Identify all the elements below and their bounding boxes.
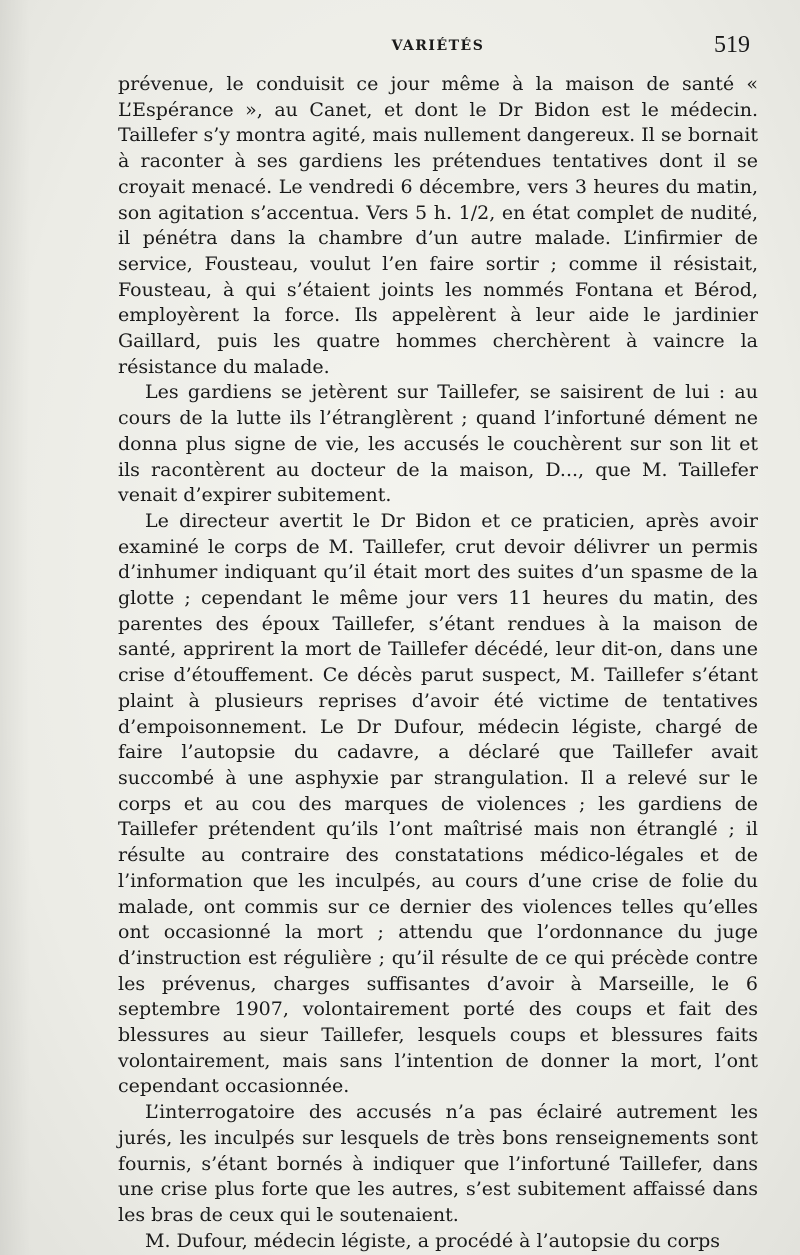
paragraph-4: L’interrogatoire des accusés n’a pas éclairé autrement les jurés, les inculpés sur lesquels de très bons renseignements sont fournis, s’étant bornés à indiquer que l’infortuné Taillefer, dans une crise plus forte que les autres, s’est subitement affaissé dans les bras de ceux qui le soutenaient.: [118, 1101, 758, 1226]
running-head: VARIÉTÉS: [391, 38, 485, 54]
page-fold-shadow: [0, 0, 30, 1255]
body-text: [118, 72, 758, 1254]
page-header: [118, 32, 758, 62]
paragraph-3: Le directeur avertit le Dr Bidon et ce praticien, après avoir examiné le corps de M. Taillefer, crut devoir délivrer un permis d’inhumer indiquant qu’il était mort des suites d’un spasme de la glotte ; cependant le même jour vers 11 heures du matin, des parentes des époux Taillefer, s’étant rendues à la maison de santé, apprirent la mort de Taillefer décédé, leur dit-on, dans une crise d’étouffement. Ce décès parut suspect, M. Taillefer s’étant plaint à plusieurs reprises d’avoir été victime de tentatives d’empoisonnement. Le Dr Dufour, médecin légiste, chargé de faire l’autopsie du cadavre, a déclaré que Taillefer avait succombé à une asphyxie par strangulation. Il a relevé sur le corps et au cou des marques de violences ; les gardiens de Taillefer prétendent qu’ils l’ont maîtrisé mais non étranglé ; il résulte au contraire des constatations médico-légales et de l’information que les inculpés, au cours d’une crise de folie du malade, ont commis sur ce dernier des violences telles qu’elles ont occasionné la mort ; attendu que l’ordonnance du juge d’instruction est régulière ; qu’il résulte de ce qui précède contre les prévenus, charges suffisantes d’avoir à Marseille, le 6 septembre 1907, volontairement porté des coups et fait des blessures au sieur Taillefer, lesquels coups et blessures faits volontairement, mais sans l’intention de donner la mort, l’ont cependant occasionnée.: [118, 509, 758, 1098]
paragraph-2: Les gardiens se jetèrent sur Taillefer, se saisirent de lui : au cours de la lutte ils l’étranglèrent ; quand l’infortuné dément ne donna plus signe de vie, les accusés le couchèrent sur son lit et ils racontèrent au docteur de la maison, D..., que M. Taillefer venait d’expirer subitement.: [118, 381, 758, 507]
paragraph-1: prévenue, le conduisit ce jour même à la maison de santé « L’Espérance », au Canet, et dont le Dr Bidon est le médecin. Taillefer s’y montra agité, mais nullement dangereux. Il se bornait à raconter à ses gardiens les prétendues tentatives dont il se croyait menacé. Le vendredi 6 décembre, vers 3 heures du matin, son agitation s’accentua. Vers 5 h. 1/2, en état complet de nudité, il pénétra dans la chambre d’un autre malade. L’infirmier de service, Fousteau, voulut l’en faire sortir ; comme il résistait, Fousteau, à qui s’étaient joints les nommés Fontana et Bérod, employèrent la force. Ils appelèrent à leur aide le jardinier Gaillard, puis les quatre hommes cherchèrent à vaincre la résistance du malade.: [118, 73, 758, 378]
paragraph-5: M. Dufour, médecin légiste, a procédé à l’autopsie du corps: [145, 1229, 721, 1252]
page-number: 519: [714, 32, 750, 58]
